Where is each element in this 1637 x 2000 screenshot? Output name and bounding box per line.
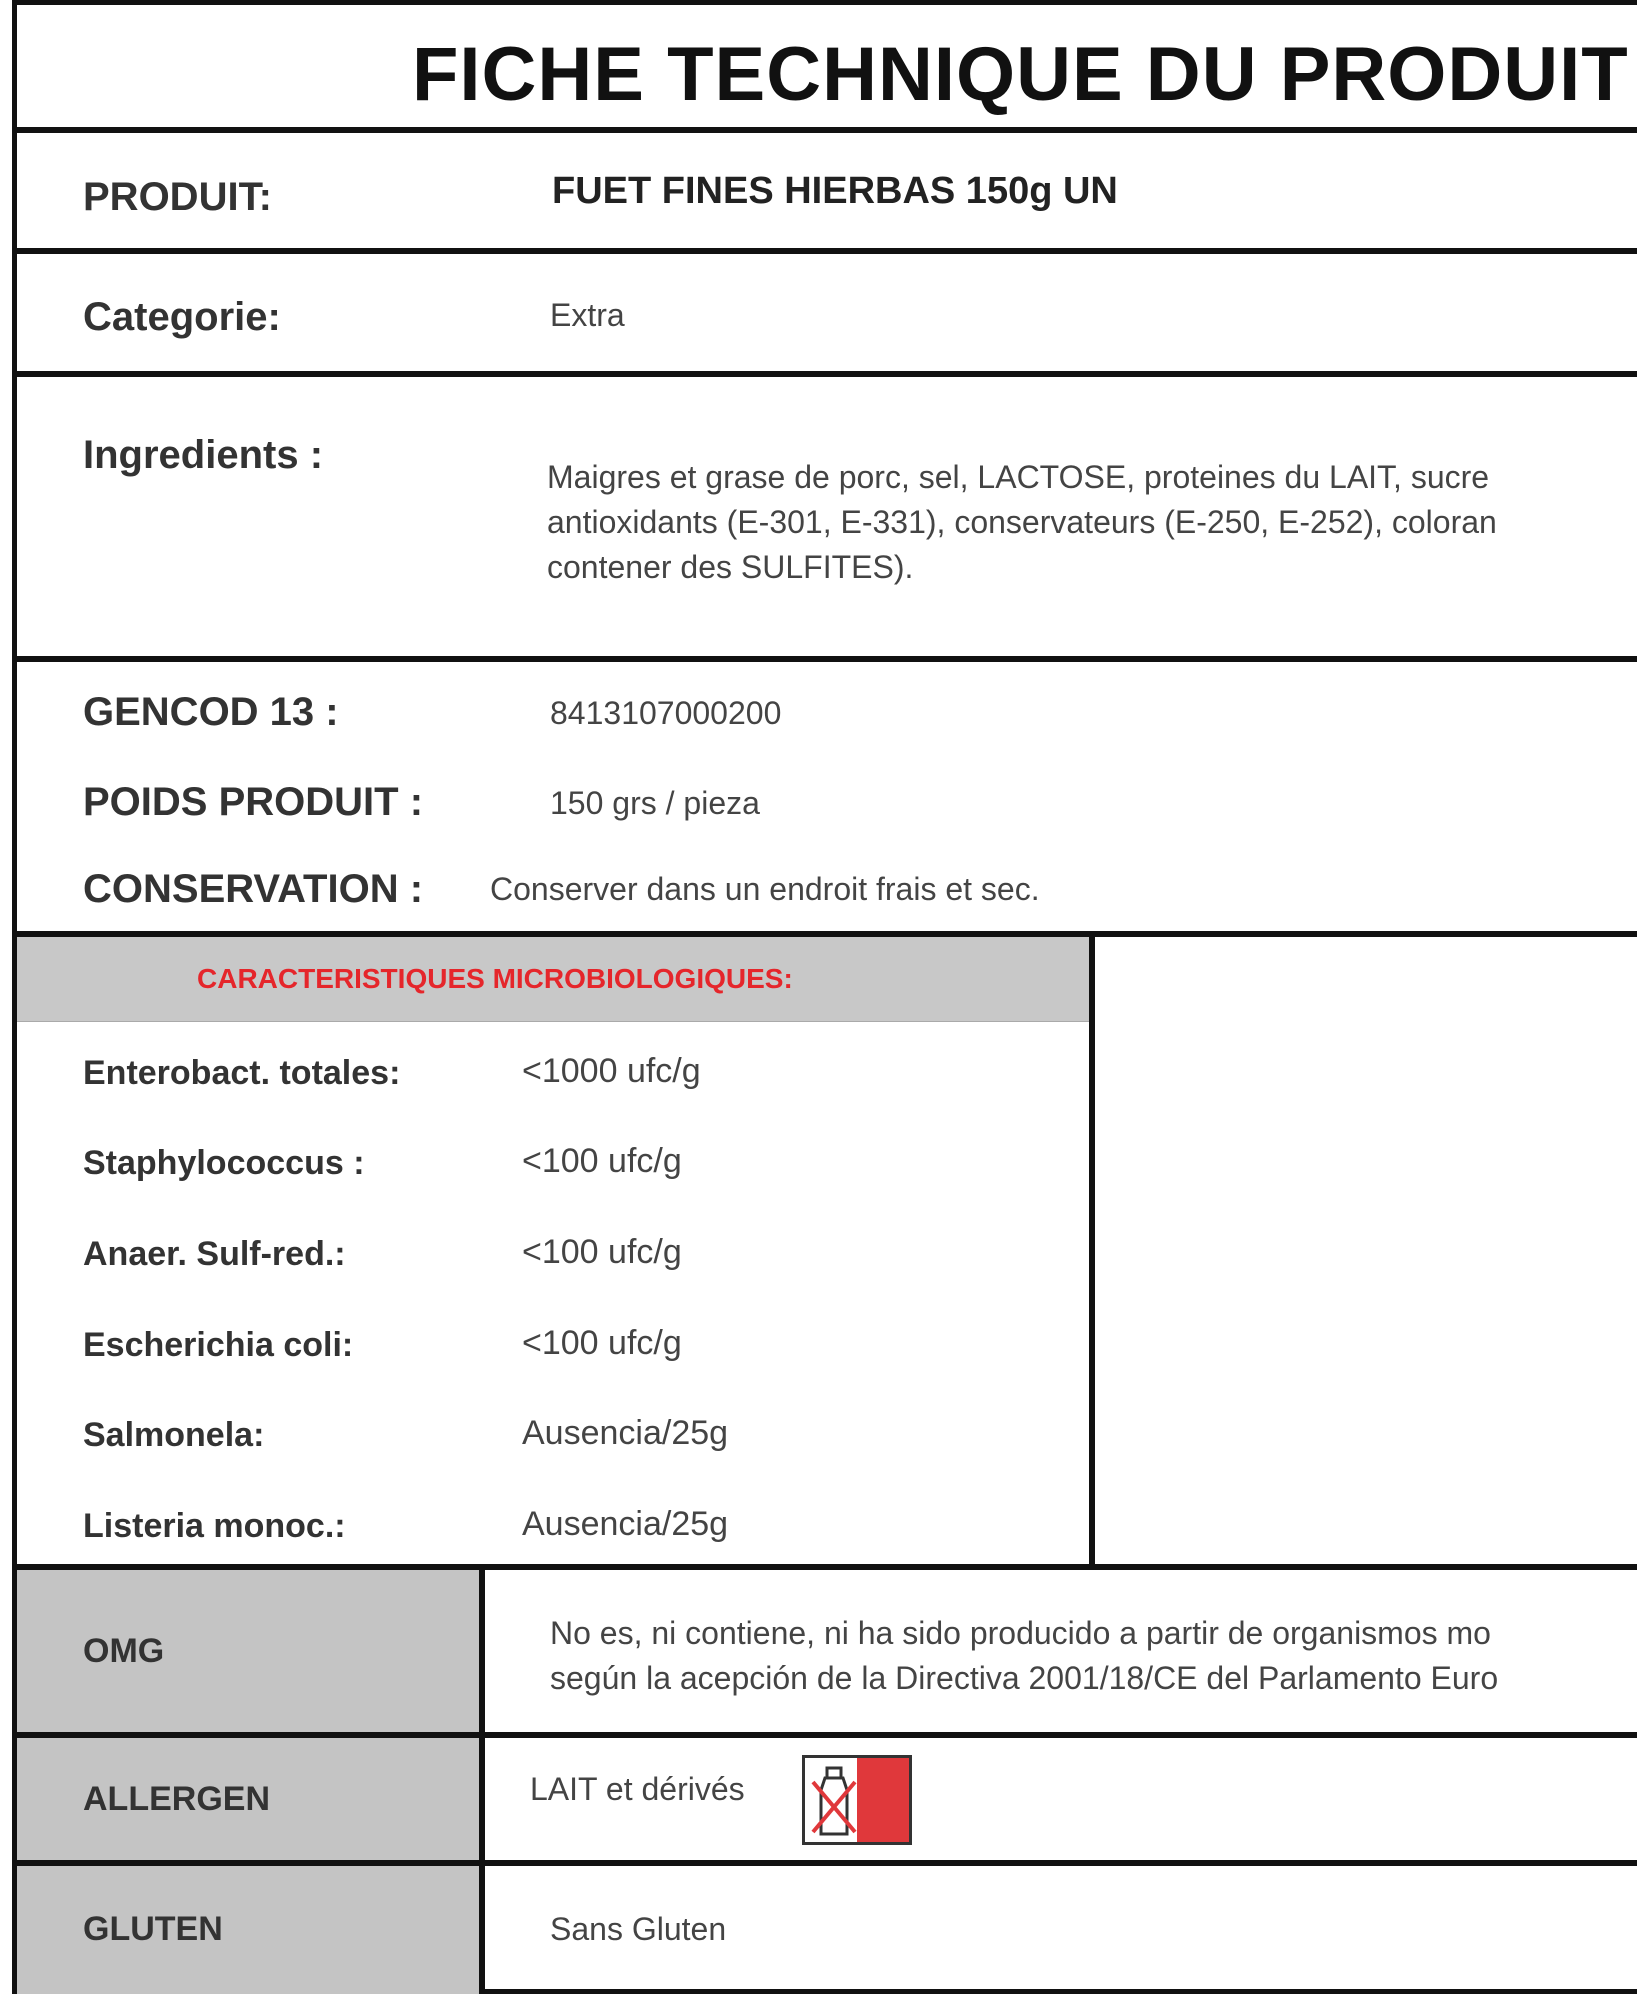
ingredients-text: [547, 455, 1497, 590]
gencod-value: 8413107000200: [550, 695, 782, 731]
omg-line: según la acepción de la Directiva 2001/18/CE del Parlamento Euro: [550, 1660, 1499, 1696]
micro-value: <100 ufc/g: [522, 1233, 682, 1271]
micro-label: Anaer. Sulf-red.:: [83, 1235, 346, 1273]
conservation-label: CONSERVATION :: [83, 867, 424, 911]
categorie-label: Categorie:: [83, 295, 281, 339]
micro-label: Enterobact. totales:: [83, 1054, 401, 1092]
ingredients-label: Ingredients :: [83, 433, 324, 477]
micro-label: Escherichia coli:: [83, 1326, 354, 1364]
allergen-value: LAIT et dérivés: [530, 1771, 745, 1807]
divider: [17, 248, 1637, 254]
page-title: FICHE TECHNIQUE DU PRODUIT: [412, 32, 1629, 117]
omg-text: [550, 1611, 1498, 1701]
allergen-cell: [17, 1738, 485, 1860]
poids-value: 150 grs / pieza: [550, 785, 760, 821]
ingredients-line: antioxidants (E-301, E-331), conservateurs (E-250, E-252), coloran: [547, 504, 1497, 540]
gencod-label: GENCOD 13 :: [83, 690, 339, 734]
gluten-value: Sans Gluten: [550, 1911, 727, 1947]
micro-heading: CARACTERISTIQUES MICROBIOLOGIQUES:: [197, 963, 793, 994]
divider: [17, 371, 1637, 377]
divider: [17, 127, 1637, 133]
micro-value: Ausencia/25g: [522, 1505, 729, 1543]
ingredients-line: contener des SULFITES).: [547, 549, 914, 585]
categorie-value: Extra: [550, 297, 625, 333]
milk-bottle-icon: [809, 1762, 859, 1840]
omg-label: OMG: [83, 1632, 165, 1670]
poids-label: POIDS PRODUIT :: [83, 780, 424, 824]
produit-value: FUET FINES HIERBAS 150g UN: [552, 170, 1118, 212]
allergen-icon-red-band: [857, 1758, 909, 1842]
micro-value: <100 ufc/g: [522, 1142, 682, 1180]
micro-label: Salmonela:: [83, 1416, 265, 1454]
micro-value: Ausencia/25g: [522, 1414, 729, 1452]
omg-line: No es, ni contiene, ni ha sido producido a partir de organismos mo: [550, 1615, 1491, 1651]
divider: [17, 656, 1637, 662]
micro-heading-bar: [17, 937, 1089, 1022]
omg-cell: [17, 1570, 485, 1732]
milk-allergen-icon: [802, 1755, 912, 1845]
product-sheet: [12, 0, 1637, 1994]
conservation-value: Conserver dans un endroit frais et sec.: [490, 871, 1040, 907]
micro-label: Listeria monoc.:: [83, 1507, 346, 1545]
produit-label: PRODUIT:: [83, 175, 272, 219]
micro-value: <1000 ufc/g: [522, 1052, 701, 1090]
ingredients-line: Maigres et grase de porc, sel, LACTOSE, proteines du LAIT, sucre: [547, 459, 1490, 495]
allergen-label: ALLERGEN: [83, 1780, 270, 1818]
micro-value: <100 ufc/g: [522, 1324, 682, 1362]
gluten-label: GLUTEN: [83, 1910, 223, 1948]
micro-section: [17, 937, 1095, 1567]
micro-label: Staphylococcus :: [83, 1144, 365, 1182]
gluten-cell: [17, 1866, 485, 1994]
